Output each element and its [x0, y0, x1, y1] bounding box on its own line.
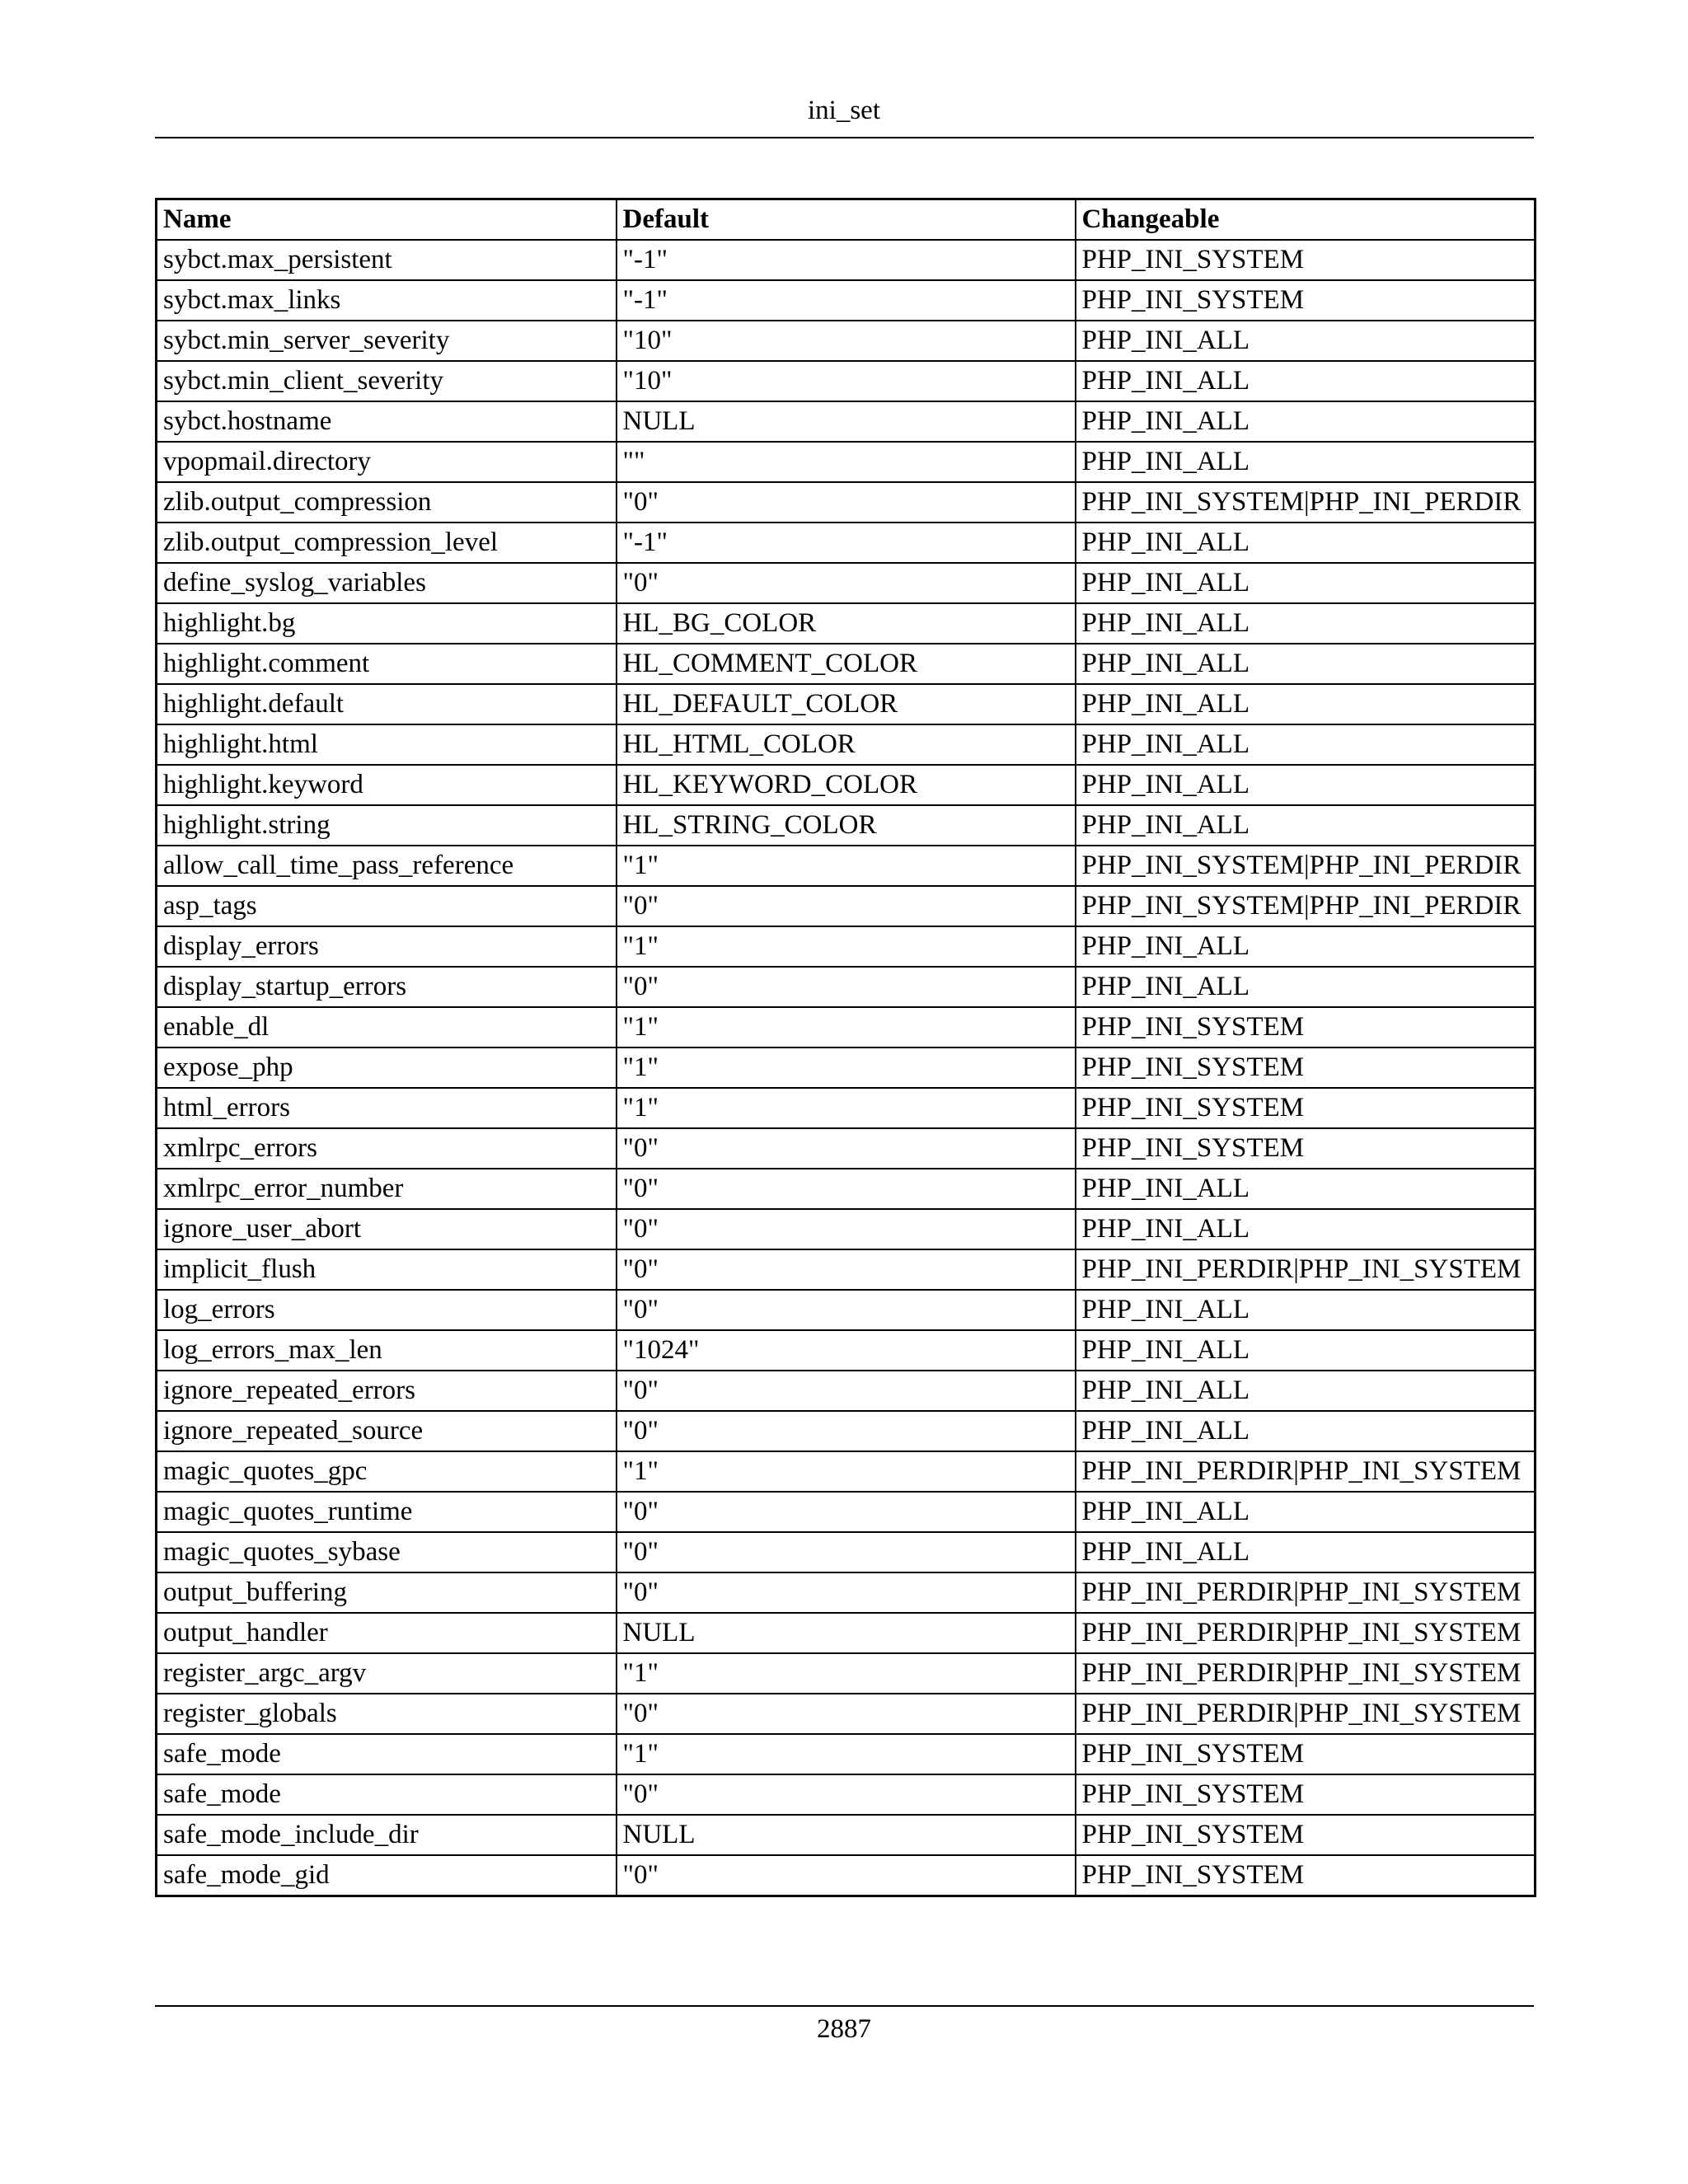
cell-changeable: PHP_INI_ALL — [1076, 1169, 1536, 1209]
table-row — [157, 644, 1536, 684]
table-row — [157, 1371, 1536, 1411]
header-divider — [155, 137, 1534, 138]
cell-name: asp_tags — [157, 886, 617, 926]
table-row — [157, 523, 1536, 563]
table-row — [157, 321, 1536, 361]
table-header — [157, 199, 1536, 241]
cell-changeable: PHP_INI_ALL — [1076, 724, 1536, 765]
table-row — [157, 280, 1536, 321]
cell-changeable: PHP_INI_ALL — [1076, 1209, 1536, 1249]
cell-default: HL_DEFAULT_COLOR — [617, 684, 1076, 724]
cell-default: "0" — [617, 1411, 1076, 1451]
cell-default: "0" — [617, 1492, 1076, 1532]
cell-changeable: PHP_INI_PERDIR|PHP_INI_SYSTEM — [1076, 1249, 1536, 1290]
table-row — [157, 1613, 1536, 1653]
cell-default: "1" — [617, 926, 1076, 967]
cell-name: output_handler — [157, 1613, 617, 1653]
cell-name: allow_call_time_pass_reference — [157, 846, 617, 886]
cell-changeable: PHP_INI_ALL — [1076, 401, 1536, 442]
cell-default: "0" — [617, 1371, 1076, 1411]
cell-default: HL_BG_COLOR — [617, 603, 1076, 644]
cell-name: display_startup_errors — [157, 967, 617, 1007]
cell-changeable: PHP_INI_SYSTEM — [1076, 1007, 1536, 1047]
cell-default: "0" — [617, 1774, 1076, 1815]
cell-default: NULL — [617, 1815, 1076, 1855]
cell-changeable: PHP_INI_SYSTEM — [1076, 1047, 1536, 1088]
ini-settings-table — [155, 198, 1536, 1897]
table-row — [157, 1249, 1536, 1290]
cell-default: "10" — [617, 321, 1076, 361]
cell-changeable: PHP_INI_SYSTEM — [1076, 1855, 1536, 1896]
table-row — [157, 1694, 1536, 1734]
cell-default: "1024" — [617, 1330, 1076, 1371]
cell-name: magic_quotes_sybase — [157, 1532, 617, 1572]
cell-name: vpopmail.directory — [157, 442, 617, 482]
cell-default: "0" — [617, 1572, 1076, 1613]
column-header-changeable: Changeable — [1076, 199, 1536, 241]
table-row — [157, 1330, 1536, 1371]
cell-name: magic_quotes_gpc — [157, 1451, 617, 1492]
cell-changeable: PHP_INI_ALL — [1076, 361, 1536, 401]
column-header-default: Default — [617, 199, 1076, 241]
cell-default: NULL — [617, 401, 1076, 442]
table-header-row — [157, 199, 1536, 241]
cell-name: ignore_repeated_source — [157, 1411, 617, 1451]
table-row — [157, 1007, 1536, 1047]
cell-name: register_globals — [157, 1694, 617, 1734]
table-row — [157, 1572, 1536, 1613]
cell-changeable: PHP_INI_SYSTEM — [1076, 280, 1536, 321]
cell-changeable: PHP_INI_PERDIR|PHP_INI_SYSTEM — [1076, 1572, 1536, 1613]
cell-changeable: PHP_INI_ALL — [1076, 1532, 1536, 1572]
cell-changeable: PHP_INI_ALL — [1076, 563, 1536, 603]
cell-changeable: PHP_INI_SYSTEM|PHP_INI_PERDIR — [1076, 846, 1536, 886]
cell-default: "0" — [617, 967, 1076, 1007]
cell-default: "0" — [617, 1532, 1076, 1572]
cell-name: safe_mode_gid — [157, 1855, 617, 1896]
cell-name: xmlrpc_errors — [157, 1128, 617, 1169]
cell-name: log_errors — [157, 1290, 617, 1330]
cell-name: sybct.max_persistent — [157, 240, 617, 280]
cell-default: "0" — [617, 1249, 1076, 1290]
cell-changeable: PHP_INI_ALL — [1076, 684, 1536, 724]
cell-name: highlight.keyword — [157, 765, 617, 805]
cell-name: magic_quotes_runtime — [157, 1492, 617, 1532]
cell-default: "" — [617, 442, 1076, 482]
cell-name: define_syslog_variables — [157, 563, 617, 603]
cell-default: "1" — [617, 1047, 1076, 1088]
cell-changeable: PHP_INI_ALL — [1076, 523, 1536, 563]
cell-name: expose_php — [157, 1047, 617, 1088]
table-row — [157, 1047, 1536, 1088]
cell-changeable: PHP_INI_SYSTEM — [1076, 1128, 1536, 1169]
table-row — [157, 1290, 1536, 1330]
cell-changeable: PHP_INI_PERDIR|PHP_INI_SYSTEM — [1076, 1653, 1536, 1694]
cell-name: html_errors — [157, 1088, 617, 1128]
cell-default: "0" — [617, 1209, 1076, 1249]
cell-default: "0" — [617, 1290, 1076, 1330]
cell-default: "1" — [617, 1451, 1076, 1492]
table-body — [157, 240, 1536, 1896]
table-row — [157, 967, 1536, 1007]
cell-default: "-1" — [617, 280, 1076, 321]
cell-default: "1" — [617, 1653, 1076, 1694]
table-row — [157, 1774, 1536, 1815]
table-row — [157, 1532, 1536, 1572]
cell-name: sybct.max_links — [157, 280, 617, 321]
table-row — [157, 482, 1536, 523]
table-row — [157, 1855, 1536, 1896]
table-row — [157, 603, 1536, 644]
cell-name: safe_mode_include_dir — [157, 1815, 617, 1855]
table-row — [157, 1815, 1536, 1855]
table-row — [157, 401, 1536, 442]
page-header-title: ini_set — [808, 96, 880, 125]
cell-default: "1" — [617, 1734, 1076, 1774]
column-header-name: Name — [157, 199, 617, 241]
cell-name: highlight.html — [157, 724, 617, 765]
cell-name: display_errors — [157, 926, 617, 967]
cell-name: register_argc_argv — [157, 1653, 617, 1694]
table-row — [157, 1088, 1536, 1128]
cell-changeable: PHP_INI_ALL — [1076, 805, 1536, 846]
table-row — [157, 765, 1536, 805]
ini-settings-table-container — [155, 198, 1534, 1897]
table-row — [157, 1451, 1536, 1492]
cell-name: safe_mode — [157, 1734, 617, 1774]
cell-name: xmlrpc_error_number — [157, 1169, 617, 1209]
cell-name: enable_dl — [157, 1007, 617, 1047]
cell-default: "1" — [617, 1088, 1076, 1128]
cell-changeable: PHP_INI_ALL — [1076, 442, 1536, 482]
cell-changeable: PHP_INI_SYSTEM — [1076, 1088, 1536, 1128]
table-row — [157, 1734, 1536, 1774]
table-row — [157, 442, 1536, 482]
cell-name: sybct.min_client_severity — [157, 361, 617, 401]
table-row — [157, 886, 1536, 926]
cell-changeable: PHP_INI_SYSTEM — [1076, 1734, 1536, 1774]
cell-default: HL_KEYWORD_COLOR — [617, 765, 1076, 805]
table-row — [157, 1209, 1536, 1249]
cell-changeable: PHP_INI_ALL — [1076, 1290, 1536, 1330]
cell-name: highlight.string — [157, 805, 617, 846]
cell-changeable: PHP_INI_ALL — [1076, 1330, 1536, 1371]
cell-name: output_buffering — [157, 1572, 617, 1613]
table-row — [157, 926, 1536, 967]
cell-name: ignore_user_abort — [157, 1209, 617, 1249]
cell-default: "0" — [617, 563, 1076, 603]
cell-changeable: PHP_INI_ALL — [1076, 1411, 1536, 1451]
cell-changeable: PHP_INI_ALL — [1076, 603, 1536, 644]
cell-name: sybct.hostname — [157, 401, 617, 442]
table-row — [157, 563, 1536, 603]
cell-default: "-1" — [617, 240, 1076, 280]
table-row — [157, 1411, 1536, 1451]
cell-default: "-1" — [617, 523, 1076, 563]
cell-name: implicit_flush — [157, 1249, 617, 1290]
table-row — [157, 684, 1536, 724]
cell-name: ignore_repeated_errors — [157, 1371, 617, 1411]
table-row — [157, 1169, 1536, 1209]
cell-changeable: PHP_INI_ALL — [1076, 765, 1536, 805]
cell-default: "0" — [617, 1169, 1076, 1209]
cell-changeable: PHP_INI_PERDIR|PHP_INI_SYSTEM — [1076, 1694, 1536, 1734]
table-row — [157, 1492, 1536, 1532]
table-row — [157, 361, 1536, 401]
table-row — [157, 724, 1536, 765]
cell-changeable: PHP_INI_SYSTEM — [1076, 240, 1536, 280]
cell-name: highlight.comment — [157, 644, 617, 684]
cell-changeable: PHP_INI_SYSTEM — [1076, 1774, 1536, 1815]
cell-changeable: PHP_INI_PERDIR|PHP_INI_SYSTEM — [1076, 1451, 1536, 1492]
cell-default: "0" — [617, 886, 1076, 926]
cell-name: zlib.output_compression_level — [157, 523, 617, 563]
cell-changeable: PHP_INI_SYSTEM — [1076, 1815, 1536, 1855]
cell-changeable: PHP_INI_ALL — [1076, 644, 1536, 684]
cell-name: highlight.bg — [157, 603, 617, 644]
cell-name: safe_mode — [157, 1774, 617, 1815]
cell-name: log_errors_max_len — [157, 1330, 617, 1371]
cell-changeable: PHP_INI_PERDIR|PHP_INI_SYSTEM — [1076, 1613, 1536, 1653]
table-row — [157, 805, 1536, 846]
cell-changeable: PHP_INI_ALL — [1076, 967, 1536, 1007]
cell-changeable: PHP_INI_SYSTEM|PHP_INI_PERDIR — [1076, 886, 1536, 926]
cell-default: HL_HTML_COLOR — [617, 724, 1076, 765]
cell-changeable: PHP_INI_ALL — [1076, 1371, 1536, 1411]
table-row — [157, 1653, 1536, 1694]
cell-default: "0" — [617, 1694, 1076, 1734]
table-row — [157, 846, 1536, 886]
cell-name: zlib.output_compression — [157, 482, 617, 523]
cell-default: "1" — [617, 1007, 1076, 1047]
table-row — [157, 1128, 1536, 1169]
cell-default: NULL — [617, 1613, 1076, 1653]
page-number: 2887 — [817, 2014, 871, 2044]
cell-default: "0" — [617, 482, 1076, 523]
cell-default: "10" — [617, 361, 1076, 401]
cell-changeable: PHP_INI_ALL — [1076, 321, 1536, 361]
cell-name: highlight.default — [157, 684, 617, 724]
table-row — [157, 240, 1536, 280]
cell-default: "0" — [617, 1855, 1076, 1896]
cell-changeable: PHP_INI_SYSTEM|PHP_INI_PERDIR — [1076, 482, 1536, 523]
cell-name: sybct.min_server_severity — [157, 321, 617, 361]
cell-default: "1" — [617, 846, 1076, 886]
cell-changeable: PHP_INI_ALL — [1076, 926, 1536, 967]
cell-default: HL_STRING_COLOR — [617, 805, 1076, 846]
cell-changeable: PHP_INI_ALL — [1076, 1492, 1536, 1532]
cell-default: HL_COMMENT_COLOR — [617, 644, 1076, 684]
footer-divider — [155, 2005, 1534, 2007]
cell-default: "0" — [617, 1128, 1076, 1169]
